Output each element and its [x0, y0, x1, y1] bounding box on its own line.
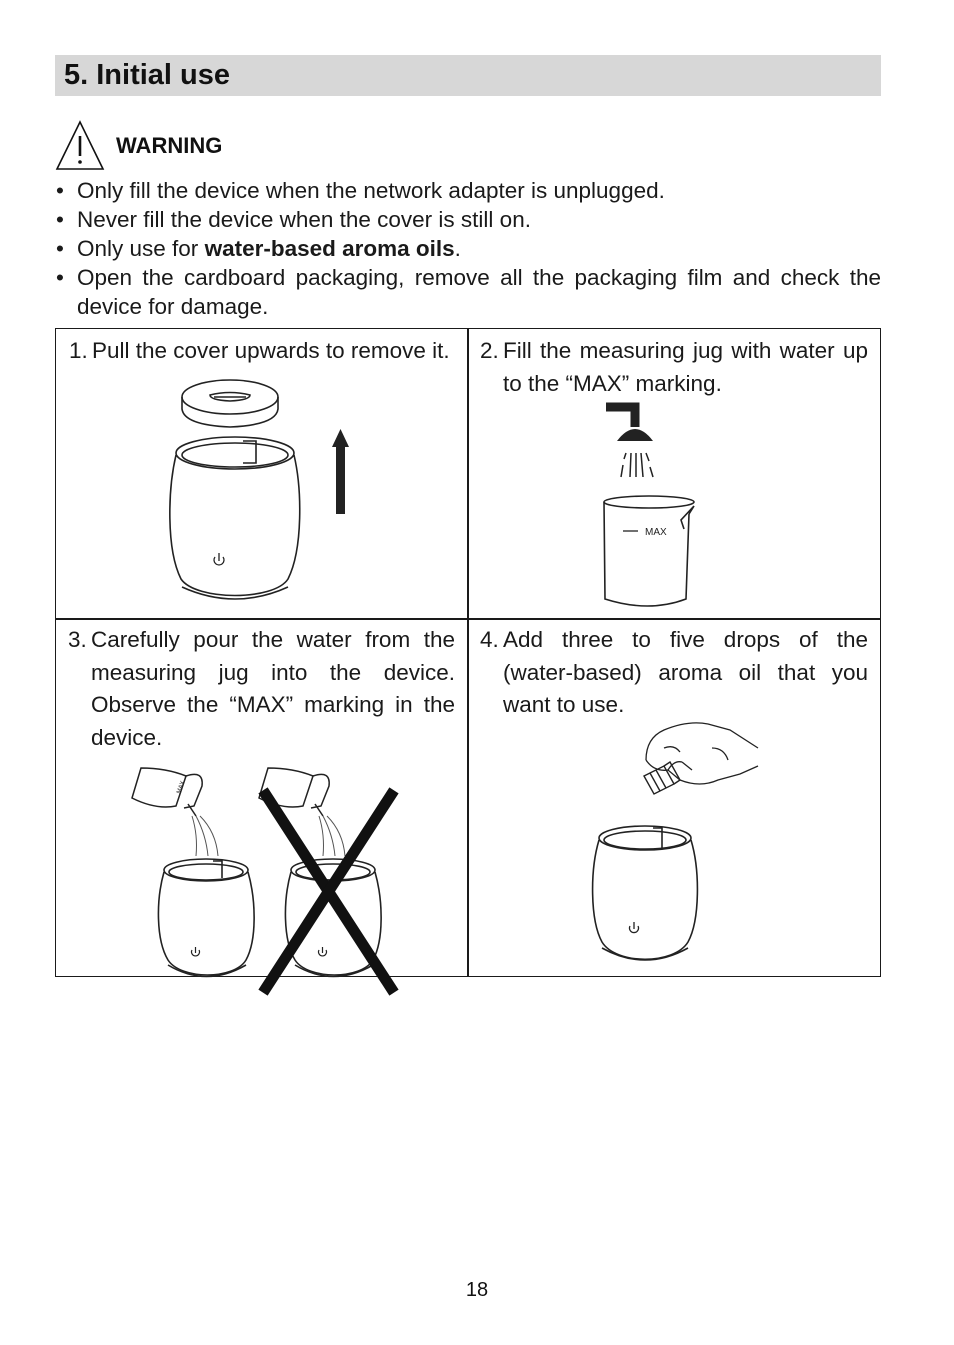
power-icon — [319, 947, 327, 956]
step-cell-1 — [56, 329, 467, 618]
page-number: 18 — [465, 1279, 489, 1301]
cross-out-icon — [266, 795, 391, 988]
power-icon — [630, 922, 639, 933]
arrow-up-icon — [332, 429, 349, 514]
power-icon — [214, 553, 224, 565]
steps-grid — [55, 328, 881, 977]
diffuser-lid — [182, 380, 278, 427]
section-title: 5. Initial use — [64, 59, 230, 91]
bullet-text-prefix: Only use for — [77, 236, 205, 261]
step-cell-3 — [56, 620, 467, 976]
hand-icon — [646, 723, 758, 784]
oil-bottle-icon — [644, 762, 680, 794]
diffuser-body — [593, 826, 698, 960]
diffuser-body — [170, 437, 300, 599]
warning-list-item — [55, 234, 881, 263]
shower-tap-icon — [606, 407, 653, 441]
warning-list-item — [55, 205, 881, 234]
step-description: Pull the cover upwards to remove it. — [92, 338, 450, 363]
step-number: 3. — [68, 627, 87, 652]
step-number: 2. — [480, 338, 499, 363]
water-pour-stream — [319, 816, 345, 856]
water-stream — [621, 453, 653, 477]
step-description: Fill the measuring jug with water up to the “MAX” marking. — [503, 338, 868, 396]
warning-list — [55, 176, 881, 321]
tap-and-jug-illustration — [468, 329, 880, 618]
measuring-jug — [604, 496, 694, 606]
section-header — [55, 55, 881, 96]
diffuser-body-correct — [158, 859, 254, 977]
add-oil-illustration — [468, 620, 880, 976]
bullet-text-suffix: . — [454, 236, 461, 261]
step-description: Carefully pour the water from the measuring jug into the device. Observe the “MAX” marking in the device. — [91, 627, 455, 750]
bullet-text: Only fill the device when the network adapter is unplugged. — [77, 178, 665, 203]
warning-triangle-icon — [55, 120, 105, 172]
step-cell-2 — [468, 329, 880, 618]
bullet-text: Never fill the device when the cover is still on. — [77, 207, 531, 232]
warning-row — [55, 120, 355, 172]
pouring-jug-correct — [132, 768, 202, 816]
warning-label: WARNING — [116, 133, 223, 158]
bullet-text: Open the cardboard packaging, remove all the packaging film and check the device for damage. — [77, 265, 881, 319]
jug-max-label: MAX — [645, 527, 667, 538]
warning-list-item — [55, 176, 881, 205]
warning-list-item — [55, 263, 881, 321]
diffuser-cover-removal-illustration — [56, 329, 467, 618]
step-number: 1. — [69, 338, 88, 363]
step-description: Add three to five drops of the (water-based) aroma oil that you want to use. — [503, 627, 868, 717]
bullet-text-bold: water-based aroma oils — [204, 236, 455, 261]
step-cell-4 — [468, 620, 880, 976]
step-number: 4. — [480, 627, 499, 652]
water-pour-stream — [192, 816, 218, 856]
jug-max-label: MAX — [176, 780, 187, 795]
pour-water-illustration — [56, 620, 467, 976]
power-icon — [192, 947, 200, 956]
